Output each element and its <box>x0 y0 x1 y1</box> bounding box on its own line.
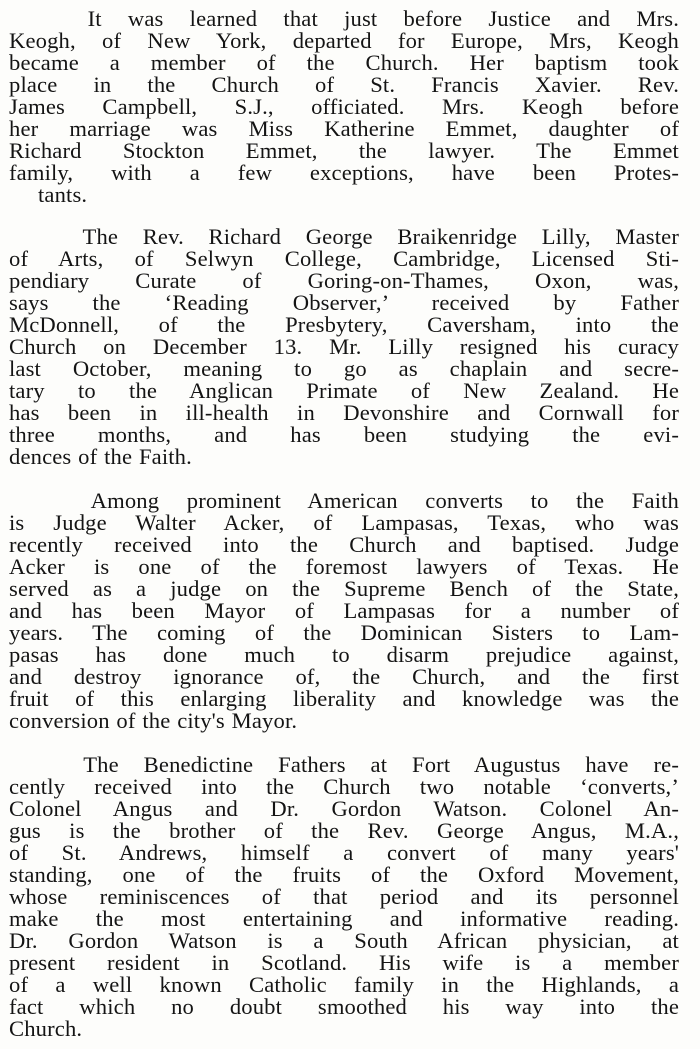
text-line: Church on December 13. Mr. Lilly resigned his curacy <box>9 334 679 359</box>
text-line: place in the Church of St. Francis Xavier. Rev. <box>9 72 679 97</box>
text-line: and has been Mayor of Lampasas for a number of <box>9 598 679 623</box>
text-line: Among prominent American converts to the Faith <box>9 488 679 513</box>
text-line: Church. <box>9 1016 83 1041</box>
text-line: family, with a few exceptions, have been Protes- <box>9 160 679 185</box>
text-line: James Campbell, S.J., officiated. Mrs. Keogh before <box>9 94 679 119</box>
text-line: Keogh, of New York, departed for Europe, Mrs, Keogh <box>9 28 679 53</box>
text-line: It was learned that just before Justice and Mrs. <box>9 6 679 31</box>
text-line: her marriage was Miss Katherine Emmet, daughter of <box>9 116 679 141</box>
text-line: tants. <box>38 182 88 207</box>
text-line: three months, and has been studying the evi- <box>9 422 679 447</box>
text-line: served as a judge on the Supreme Bench of the State, <box>9 576 679 601</box>
text-line: pasas has done much to disarm prejudice against, <box>9 642 679 667</box>
text-line: Dr. Gordon Watson is a South African physician, at <box>9 928 679 953</box>
text-line: The Benedictine Fathers at Fort Augustus have re- <box>9 752 679 777</box>
text-line: Richard Stockton Emmet, the lawyer. The Emmet <box>9 138 679 163</box>
text-line: is Judge Walter Acker, of Lampasas, Texas, who was <box>9 510 679 535</box>
text-line: present resident in Scotland. His wife is a member <box>9 950 679 975</box>
text-line: whose reminiscences of that period and its personnel <box>9 884 679 909</box>
text-line: tary to the Anglican Primate of New Zealand. He <box>9 378 679 403</box>
text-line: Acker is one of the foremost lawyers of Texas. He <box>9 554 679 579</box>
text-line: Colonel Angus and Dr. Gordon Watson. Colonel An- <box>9 796 679 821</box>
text-line: pendiary Curate of Goring-on-Thames, Oxon, was, <box>9 268 679 293</box>
text-line: McDonnell, of the Presbytery, Caversham, into the <box>9 312 679 337</box>
text-line: standing, one of the fruits of the Oxford Movement, <box>9 862 679 887</box>
text-line: became a member of the Church. Her baptism took <box>9 50 679 75</box>
text-line: The Rev. Richard George Braikenridge Lilly, Master <box>9 224 679 249</box>
text-line: of St. Andrews, himself a convert of many years' <box>9 840 679 865</box>
text-line: cently received into the Church two notable ‘converts,’ <box>9 774 679 799</box>
text-line: and destroy ignorance of, the Church, and the first <box>9 664 679 689</box>
text-line: has been in ill-health in Devonshire and Cornwall for <box>9 400 679 425</box>
text-line: last October, meaning to go as chaplain and secre- <box>9 356 679 381</box>
text-line: recently received into the Church and baptised. Judge <box>9 532 679 557</box>
text-line: make the most entertaining and informative reading. <box>9 906 679 931</box>
text-line: fruit of this enlarging liberality and knowledge was the <box>9 686 679 711</box>
text-line: gus is the brother of the Rev. George Angus, M.A., <box>9 818 679 843</box>
text-line: conversion of the city's Mayor. <box>9 708 298 733</box>
text-line: of a well known Catholic family in the Highlands, a <box>9 972 679 997</box>
text-line: says the ‘Reading Observer,’ received by Father <box>9 290 679 315</box>
text-line: fact which no doubt smoothed his way into the <box>9 994 679 1019</box>
text-line: of Arts, of Selwyn College, Cambridge, Licensed Sti- <box>9 246 679 271</box>
text-line: dences of the Faith. <box>9 444 192 469</box>
text-line: years. The coming of the Dominican Sisters to Lam- <box>9 620 679 645</box>
